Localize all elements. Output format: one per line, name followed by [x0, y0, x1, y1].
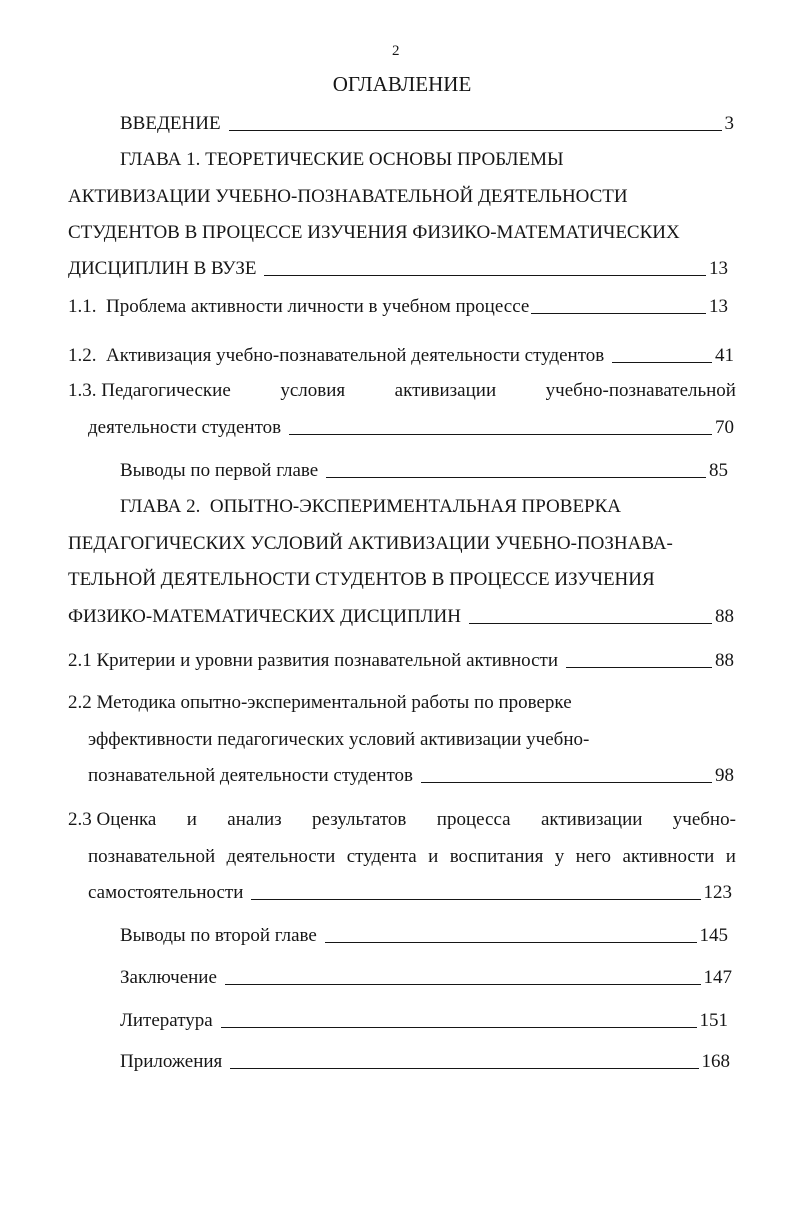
toc-page-number: 3 [724, 113, 734, 134]
toc-page-number: 147 [703, 967, 732, 988]
toc-entry-section-1-2[interactable] [68, 345, 734, 367]
toc-word: процесса [436, 809, 511, 830]
toc-word: активизации [540, 809, 643, 830]
chapter-1-heading-line[interactable]: СТУДЕНТОВ В ПРОЦЕССЕ ИЗУЧЕНИЯ ФИЗИКО-МАТЕМАТИЧЕСКИХ [68, 222, 680, 243]
chapter-2-heading-line[interactable]: ТЕЛЬНОЙ ДЕЯТЕЛЬНОСТИ СТУДЕНТОВ В ПРОЦЕССЕ ИЗУЧЕНИЯ [68, 569, 655, 590]
toc-entry-label: Литература [120, 1010, 213, 1031]
toc-leader [326, 477, 706, 478]
toc-page-number: 98 [715, 765, 734, 786]
toc-page-number: 41 [715, 345, 734, 366]
toc-entry-section-2-3-line[interactable] [68, 809, 736, 831]
toc-word: деятельности [226, 846, 336, 867]
toc-entry-label: 1.1. Проблема активности личности в учебном процессе [68, 296, 530, 317]
toc-entry-label: познавательной деятельности студентов [88, 765, 414, 786]
toc-word: условия [280, 380, 346, 401]
toc-entry-section-2-3-line[interactable] [88, 846, 736, 868]
toc-word: 2.3 Оценка [68, 809, 157, 830]
toc-word: воспитания [449, 846, 544, 867]
toc-page-number: 13 [709, 258, 728, 279]
toc-word: учебно-познавательной [545, 380, 736, 401]
toc-leader [230, 1068, 698, 1069]
toc-leader [325, 942, 697, 943]
toc-page-number: 70 [715, 417, 734, 438]
toc-leader [221, 1027, 697, 1028]
toc-page-number: 88 [715, 606, 734, 627]
toc-word: студента [346, 846, 417, 867]
toc-page-number: 88 [715, 650, 734, 671]
toc-entry-appendices[interactable] [120, 1051, 730, 1073]
toc-entry-bibliography[interactable] [120, 1010, 728, 1032]
toc-leader [225, 984, 701, 985]
toc-entry-label: самостоятельности [88, 882, 244, 903]
toc-word: 1.3. Педагогические [68, 380, 231, 401]
chapter-1-heading-line[interactable]: АКТИВИЗАЦИИ УЧЕБНО-ПОЗНАВАТЕЛЬНОЙ ДЕЯТЕЛЬНОСТИ [68, 186, 628, 207]
toc-leader [289, 434, 712, 435]
toc-leader [469, 623, 712, 624]
toc-entry-conclusion[interactable] [120, 967, 732, 989]
toc-word: у [554, 846, 565, 867]
toc-page-number: 123 [703, 882, 732, 903]
toc-word: результатов [312, 809, 407, 830]
toc-entry-introduction[interactable] [120, 113, 734, 135]
chapter-1-heading-line[interactable]: ГЛАВА 1. ТЕОРЕТИЧЕСКИЕ ОСНОВЫ ПРОБЛЕМЫ [120, 149, 564, 170]
toc-leader [531, 313, 706, 314]
page-title: ОГЛАВЛЕНИЕ [332, 72, 472, 96]
toc-entry-label: деятельности студентов [88, 417, 282, 438]
toc-word: и [428, 846, 439, 867]
toc-entry-section-1-3[interactable] [88, 417, 734, 439]
toc-word: него [575, 846, 612, 867]
toc-entry-label: Выводы по второй главе [120, 925, 317, 946]
toc-entry-label: ДИСЦИПЛИН В ВУЗЕ [68, 258, 257, 279]
toc-word: анализ [227, 809, 282, 830]
toc-entry-label: ВВЕДЕНИЕ [120, 113, 221, 134]
toc-leader [421, 782, 712, 783]
toc-leader [229, 130, 722, 131]
toc-entry-chapter-2-conclusion[interactable] [120, 925, 728, 947]
toc-leader [264, 275, 706, 276]
toc-entry-section-1-1[interactable] [68, 296, 728, 318]
page-number: 2 [392, 43, 400, 59]
toc-entry-section-2-2[interactable] [88, 765, 734, 787]
toc-entry-section-1-3-line[interactable] [68, 380, 736, 402]
toc-entry-chapter-2[interactable] [68, 606, 734, 628]
toc-page-number: 151 [699, 1010, 728, 1031]
toc-page-number: 168 [701, 1051, 730, 1072]
toc-entry-chapter-1[interactable] [68, 258, 728, 280]
toc-entry-label: 2.1 Критерии и уровни развития познавательной активности [68, 650, 558, 671]
toc-word: активизации [394, 380, 497, 401]
toc-word: активности [622, 846, 715, 867]
toc-entry-section-2-2-line[interactable]: эффективности педагогических условий активизации учебно- [88, 729, 590, 750]
toc-word: учебно- [672, 809, 736, 830]
toc-entry-chapter-1-conclusion[interactable] [120, 460, 728, 482]
chapter-2-heading-line[interactable]: ГЛАВА 2. ОПЫТНО-ЭКСПЕРИМЕНТАЛЬНАЯ ПРОВЕРКА [120, 496, 622, 517]
toc-page-number: 85 [709, 460, 728, 481]
toc-word: познавательной [88, 846, 216, 867]
toc-entry-label: ФИЗИКО-МАТЕМАТИЧЕСКИХ ДИСЦИПЛИН [68, 606, 461, 627]
toc-word: и [725, 846, 736, 867]
toc-entry-section-2-1[interactable] [68, 650, 734, 672]
toc-word: и [186, 809, 197, 830]
toc-entry-label: Выводы по первой главе [120, 460, 319, 481]
chapter-2-heading-line[interactable]: ПЕДАГОГИЧЕСКИХ УСЛОВИЙ АКТИВИЗАЦИИ УЧЕБНО-ПОЗНАВА- [68, 533, 673, 554]
toc-entry-label: Приложения [120, 1051, 223, 1072]
toc-entry-label: Заключение [120, 967, 217, 988]
toc-leader [612, 362, 712, 363]
toc-entry-label: 1.2. Активизация учебно-познавательной деятельности студентов [68, 345, 605, 366]
toc-page-number: 145 [699, 925, 728, 946]
toc-leader [566, 667, 712, 668]
toc-leader [251, 899, 700, 900]
toc-entry-section-2-3[interactable] [88, 882, 732, 904]
toc-page-number: 13 [709, 296, 728, 317]
toc-entry-section-2-2-line[interactable]: 2.2 Методика опытно-экспериментальной работы по проверке [68, 692, 572, 713]
